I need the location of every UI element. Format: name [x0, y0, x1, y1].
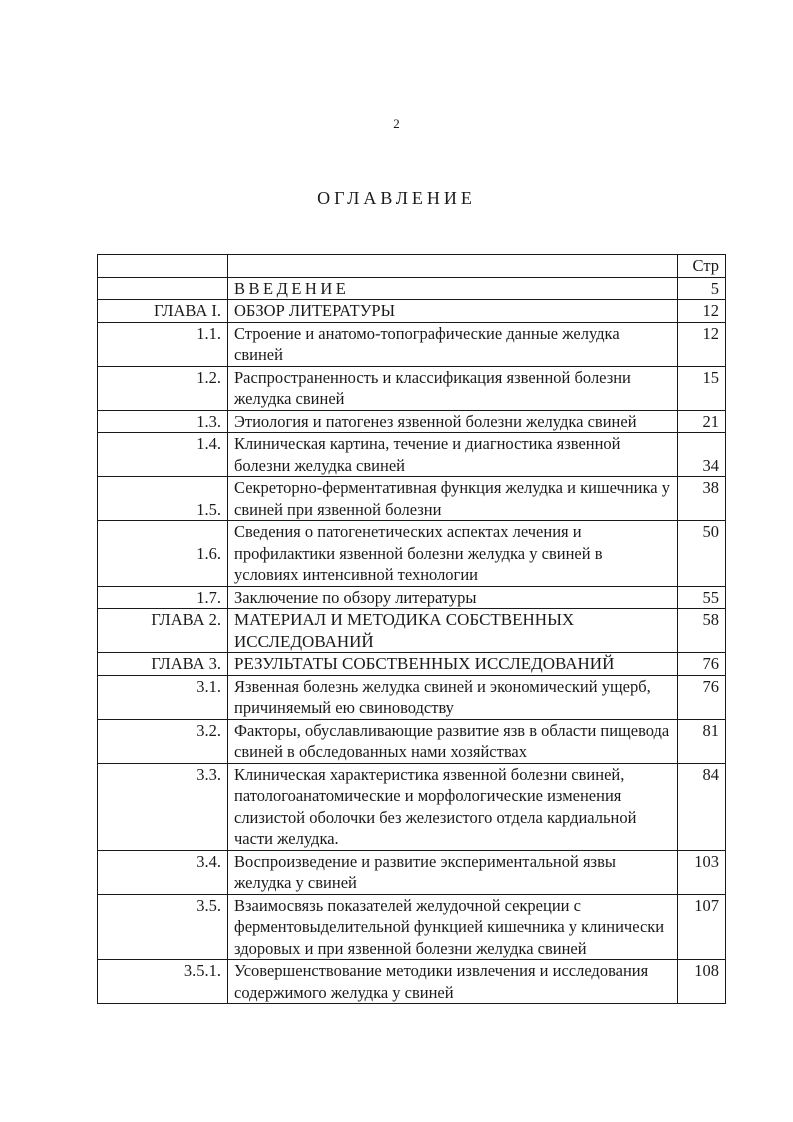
toc-row-num: 3.3. [98, 763, 228, 850]
toc-row-page: 15 [678, 366, 726, 410]
toc-row-num: ГЛАВА 2. [98, 609, 228, 653]
toc-row [98, 521, 726, 587]
toc-row-title: ОБЗОР ЛИТЕРАТУРЫ [228, 300, 678, 323]
toc-row-page: 81 [678, 719, 726, 763]
toc-row-title: Факторы, обуславливающие развитие язв в области пищевода свиней в обследованных нами хозяйствах [228, 719, 678, 763]
toc-row-title: Воспроизведение и развитие экспериментальной язвы желудка у свиней [228, 850, 678, 894]
toc-row [98, 763, 726, 850]
toc-row-num: 1.5. [98, 477, 228, 521]
toc-row-title: Строение и анатомо-топографические данные желудка свиней [228, 322, 678, 366]
toc-row-page: 38 [678, 477, 726, 521]
toc-row [98, 653, 726, 676]
toc-row-num: 3.2. [98, 719, 228, 763]
toc-row-title: Усовершенствование методики извлечения и исследования содержимого желудка у свиней [228, 960, 678, 1004]
toc-row [98, 410, 726, 433]
toc-row-num: 1.7. [98, 586, 228, 609]
toc-row-num: 1.4. [98, 433, 228, 477]
toc-row-title: Сведения о патогенетических аспектах лечения и профилактики язвенной болезни желудка у свиней в условиях интенсивной технологии [228, 521, 678, 587]
toc-row [98, 719, 726, 763]
toc-row-page: 107 [678, 894, 726, 960]
toc-row-title: ВВЕДЕНИЕ [228, 277, 678, 300]
toc-row-page: 55 [678, 586, 726, 609]
toc-row-page: 50 [678, 521, 726, 587]
toc-row-title: Клиническая характеристика язвенной болезни свиней, патологоанатомические и морфологические изменения слизистой оболочки без железистого отдела кардиальной части желудка. [228, 763, 678, 850]
toc-row-num: 3.4. [98, 850, 228, 894]
toc-row-title: МАТЕРИАЛ И МЕТОДИКА СОБСТВЕННЫХ ИССЛЕДОВАНИЙ [228, 609, 678, 653]
toc-row-page: 5 [678, 277, 726, 300]
toc-row-title: Этиология и патогенез язвенной болезни желудка свиней [228, 410, 678, 433]
toc-header-title [228, 255, 678, 278]
toc-row-page: 84 [678, 763, 726, 850]
page-number: 2 [393, 116, 400, 131]
toc-row-num: ГЛАВА I. [98, 300, 228, 323]
toc-row [98, 366, 726, 410]
toc-row-num: 3.5.1. [98, 960, 228, 1004]
toc-row-num: 3.1. [98, 675, 228, 719]
toc-row [98, 894, 726, 960]
toc-row [98, 477, 726, 521]
toc-row [98, 322, 726, 366]
toc-row-num: 3.5. [98, 894, 228, 960]
toc-row [98, 586, 726, 609]
toc-row-page: 76 [678, 675, 726, 719]
toc-row-num: 1.3. [98, 410, 228, 433]
page-title: ОГЛАВЛЕНИЕ [317, 188, 476, 208]
toc-row [98, 277, 726, 300]
toc-table [97, 254, 726, 1004]
toc-row-page: 103 [678, 850, 726, 894]
toc-row-page: 21 [678, 410, 726, 433]
toc-header-row [98, 255, 726, 278]
toc-row-num: 1.2. [98, 366, 228, 410]
toc-header-num [98, 255, 228, 278]
toc-row-title: Клиническая картина, течение и диагностика язвенной болезни желудка свиней [228, 433, 678, 477]
toc-row [98, 675, 726, 719]
toc-header-page: Стр [678, 255, 726, 278]
toc-row-title: Взаимосвязь показателей желудочной секреции с ферментовыделительной функцией кишечника у клинически здоровых и при язвенной болезни желудка свиней [228, 894, 678, 960]
toc-row-num: ГЛАВА 3. [98, 653, 228, 676]
toc-row-page: 58 [678, 609, 726, 653]
toc-row-title: Язвенная болезнь желудка свиней и экономический ущерб, причиняемый ею свиноводству [228, 675, 678, 719]
toc-row [98, 300, 726, 323]
toc-row-title: Заключение по обзору литературы [228, 586, 678, 609]
toc-row-page: 12 [678, 300, 726, 323]
toc-row-num [98, 277, 228, 300]
toc-row [98, 850, 726, 894]
toc-row-title: Распространенность и классификация язвенной болезни желудка свиней [228, 366, 678, 410]
toc-row-num: 1.6. [98, 521, 228, 587]
toc-row-page: 12 [678, 322, 726, 366]
toc-row [98, 433, 726, 477]
toc-row-page: 76 [678, 653, 726, 676]
toc-row [98, 960, 726, 1004]
toc-row-title: Секреторно-ферментативная функция желудка и кишечника у свиней при язвенной болезни [228, 477, 678, 521]
toc-row-page: 108 [678, 960, 726, 1004]
toc-row-num: 1.1. [98, 322, 228, 366]
toc-row-title: РЕЗУЛЬТАТЫ СОБСТВЕННЫХ ИССЛЕДОВАНИЙ [228, 653, 678, 676]
toc-row [98, 609, 726, 653]
toc-row-page: 34 [678, 433, 726, 477]
